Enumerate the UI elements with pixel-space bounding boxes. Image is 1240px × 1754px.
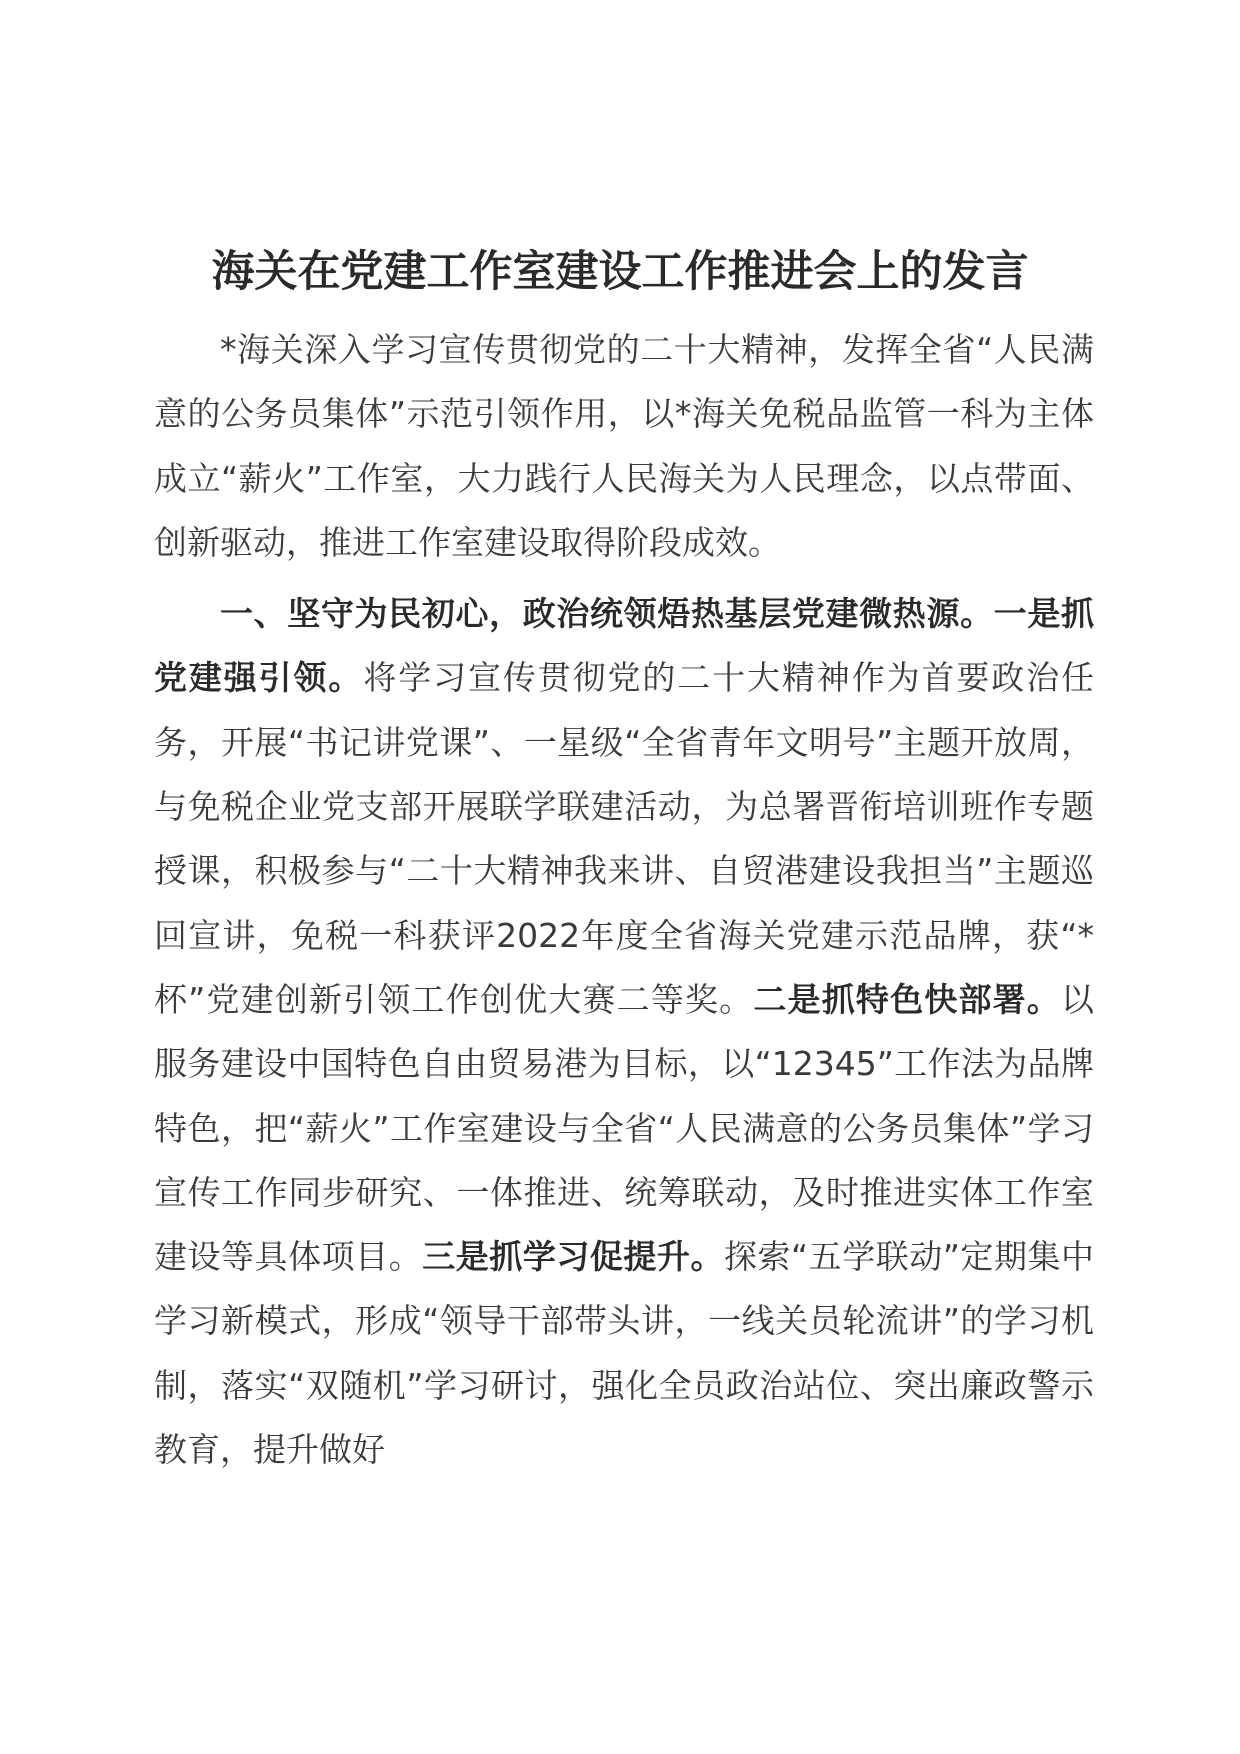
point-3-label: 三是抓学习促提升。	[422, 1237, 724, 1277]
point-1-text: 将学习宣传贯彻党的二十大精神作为首要政治任务，开展“书记讲党课”、一星级“全省青年文明号”主题开放周，与免税企业党支部开展联学联建活动，为总署晋衔培训班作专题授课，积极参与“二十大精神我来讲、自贸港建设我担当”主题巡回宣讲，免税一科获评2022年度全省海关党建示范品牌，获“*杯”党建创新引领工作创优大赛二等奖。	[154, 658, 1095, 1019]
document-body	[154, 318, 1094, 1482]
point-1-label: 一是抓党建强引领。	[154, 594, 1095, 698]
section-1-heading: 一、坚守为民初心，政治统领焐热基层党建微热源。	[220, 594, 994, 634]
document-title: 海关在党建工作室建设工作推进会上的发言	[211, 247, 1029, 297]
section-1-paragraph	[154, 582, 1094, 1482]
point-2-text: 以服务建设中国特色自由贸易港为目标，以“12345”工作法为品牌特色，把“薪火”工作室建设与全省“人民满意的公务员集体”学习宣传工作同步研究、一体推进、统筹联动，及时推进实体工作室建设等具体项目。	[154, 979, 1094, 1277]
point-3-text: 探索“五学联动”定期集中学习新模式，形成“领导干部带头讲，一线关员轮流讲”的学习机制，落实“双随机”学习研讨，强化全员政治站位、突出廉政警示教育，提升做好	[154, 1237, 1095, 1470]
intro-paragraph: *海关深入学习宣传贯彻党的二十大精神，发挥全省“人民满意的公务员集体”示范引领作用，以*海关免税品监管一科为主体成立“薪火”工作室，大力践行人民海关为人民理念，以点带面、创新驱动，推进工作室建设取得阶段成效。	[154, 330, 1094, 562]
point-2-label: 二是抓特色快部署。	[753, 979, 1061, 1019]
